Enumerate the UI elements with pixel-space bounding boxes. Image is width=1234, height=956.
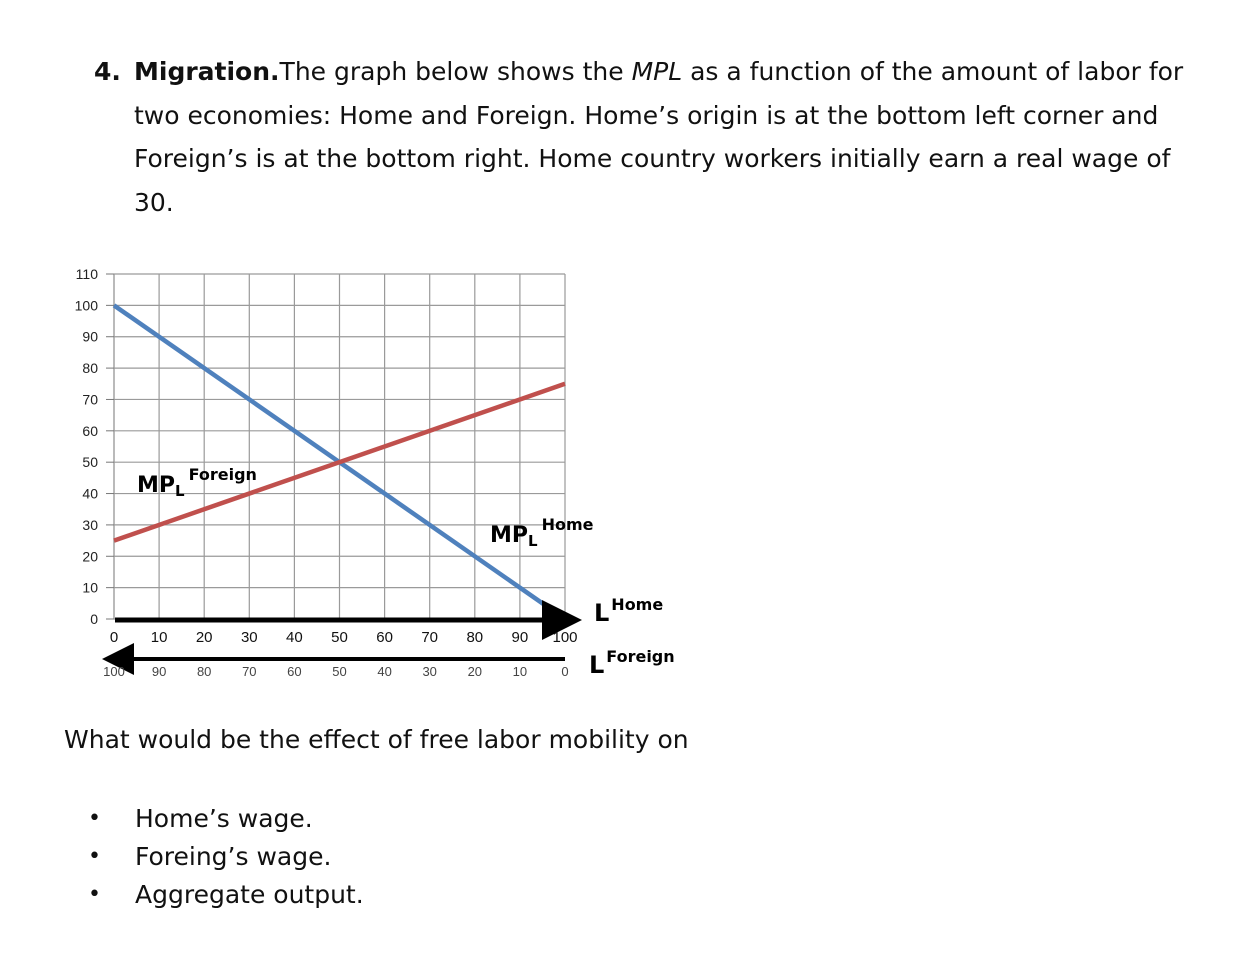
x-home-tick-label: 50 bbox=[331, 629, 348, 646]
y-tick-label: 10 bbox=[82, 579, 98, 596]
x-home-tick-label: 90 bbox=[511, 629, 529, 646]
x-foreign-tick-label: 50 bbox=[332, 664, 347, 679]
x-foreign-tick-label: 40 bbox=[377, 664, 392, 679]
mpl-foreign-main: MP bbox=[137, 473, 176, 498]
mpl-foreign-label bbox=[137, 465, 257, 500]
x-home-tick-label: 70 bbox=[421, 629, 439, 646]
mpl-home-main: MP bbox=[490, 523, 529, 548]
mpl-term: MPL bbox=[631, 57, 683, 86]
l-home-sup: Home bbox=[611, 595, 664, 614]
x-foreign-tick-label: 60 bbox=[287, 664, 302, 679]
bullet-foreign-wage: • Foreing’s wage. bbox=[86, 838, 364, 876]
x-foreign-tick-label: 10 bbox=[512, 664, 528, 679]
problem-statement bbox=[94, 50, 1184, 224]
chart-grid bbox=[114, 274, 565, 619]
y-tick-label: 40 bbox=[82, 485, 98, 502]
problem-text-2: as a function of the amount of labor for two economies: Home and Foreign. Home’s origin is at the bottom left corner and Foreign’s is at the bottom right. Home country workers initially earn a real wage of 30. bbox=[134, 57, 1184, 217]
problem-title: Migration. bbox=[134, 57, 280, 86]
x-foreign-tick-label: 80 bbox=[196, 664, 212, 679]
y-tick-label: 50 bbox=[82, 454, 98, 471]
l-foreign-label bbox=[589, 647, 675, 679]
x-home-tick-label: 0 bbox=[109, 629, 119, 646]
mpl-home-sub: L bbox=[528, 532, 538, 550]
bullet-aggregate-output: • Aggregate output. bbox=[86, 876, 364, 914]
y-tick-label: 20 bbox=[82, 548, 98, 565]
y-tick-label: 60 bbox=[82, 422, 98, 439]
l-foreign-main: L bbox=[589, 651, 605, 679]
x-foreign-tick-label: 0 bbox=[561, 664, 569, 679]
x-home-tick-label: 100 bbox=[552, 629, 578, 646]
x-foreign-tick-label: 70 bbox=[242, 664, 257, 679]
y-tick-label: 30 bbox=[82, 516, 98, 533]
x-axis-ticks bbox=[103, 629, 577, 679]
x-home-tick-label: 30 bbox=[240, 629, 258, 646]
y-tick-label: 90 bbox=[82, 328, 98, 345]
y-tick-label: 70 bbox=[82, 391, 98, 408]
problem-text-1: The graph below shows the bbox=[279, 57, 632, 86]
x-home-tick-label: 60 bbox=[376, 629, 393, 646]
effects-list bbox=[86, 800, 364, 914]
x-foreign-tick-label: 30 bbox=[422, 664, 437, 679]
mpl-foreign-sup: Foreign bbox=[188, 465, 257, 484]
y-tick-label: 80 bbox=[82, 360, 98, 377]
y-tick-label: 100 bbox=[74, 297, 98, 314]
l-home-main: L bbox=[594, 599, 610, 627]
mpl-home-label bbox=[490, 515, 594, 550]
x-home-tick-label: 10 bbox=[150, 629, 168, 646]
x-foreign-tick-label: 100 bbox=[103, 664, 125, 679]
x-foreign-tick-label: 20 bbox=[467, 664, 483, 679]
mpl-home-sup: Home bbox=[541, 515, 594, 534]
l-foreign-sup: Foreign bbox=[606, 647, 675, 666]
bullet-home-wage: • Home’s wage. bbox=[86, 800, 364, 838]
problem-number: 4. bbox=[94, 57, 121, 86]
y-axis-ticks bbox=[75, 266, 114, 627]
problem-body bbox=[134, 50, 1184, 224]
question-text: What would be the effect of free labor mobility on bbox=[64, 725, 689, 754]
x-foreign-tick-label: 90 bbox=[151, 664, 167, 679]
mpl-foreign-sub: L bbox=[175, 482, 185, 500]
x-home-tick-label: 20 bbox=[195, 629, 213, 646]
y-tick-label: 0 bbox=[90, 611, 98, 627]
x-home-tick-label: 80 bbox=[466, 629, 484, 646]
mpl-chart bbox=[0, 255, 720, 695]
x-home-tick-label: 40 bbox=[286, 629, 303, 646]
y-tick-label: 110 bbox=[75, 266, 98, 282]
l-home-label bbox=[594, 595, 663, 627]
